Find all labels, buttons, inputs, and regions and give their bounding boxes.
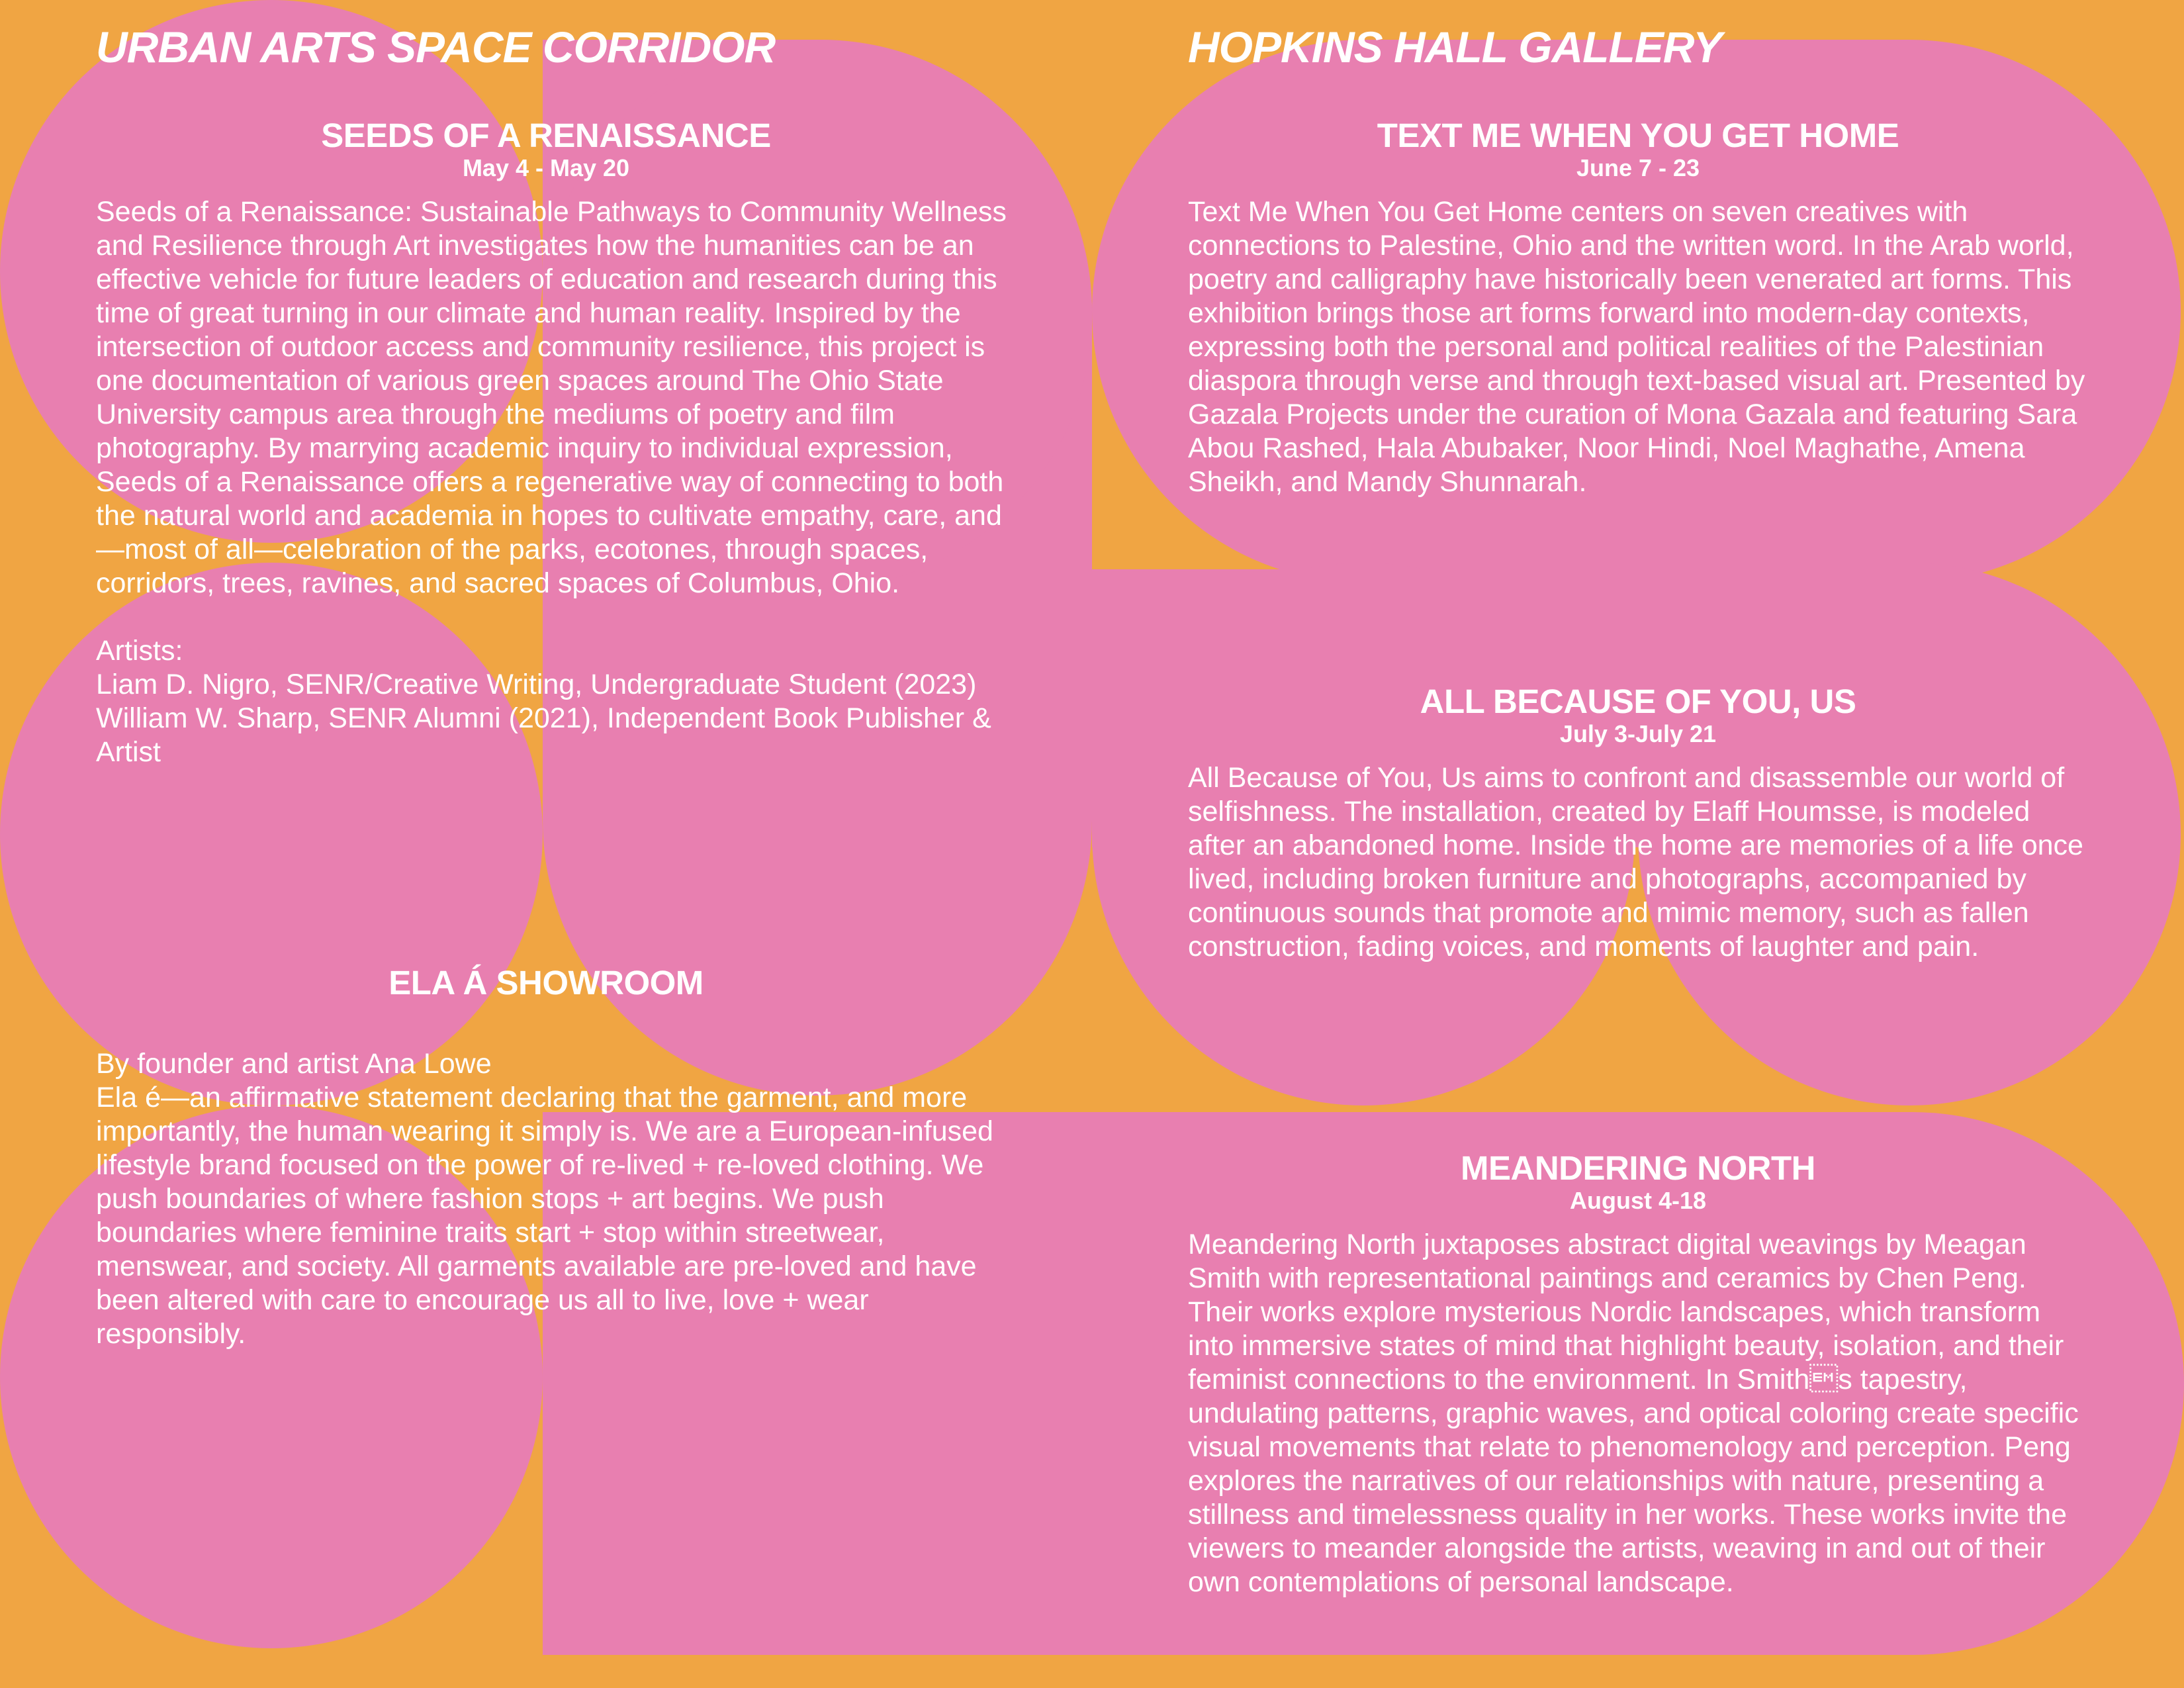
exhibit-description: All Because of You, Us aims to confront and disassemble our world of selfishness. The installation, created by Elaff Houmsse, is modeled after an abandoned home. Inside the home are memories of a life once lived, including broken furniture and photographs, accompanied by continuous sounds that promote and mimic memory, such as fallen construction, fading voices, and moments of laughter and pain. xyxy=(1188,761,2083,962)
artist-entry: William W. Sharp, SENR Alumni (2021), Independent Book Publisher & Artist xyxy=(96,702,991,768)
exhibit-description: Ela é—an affirmative statement declaring that the garment, and more importantly, the human wearing it simply is. We are a European-infused lifestyle brand focused on the power of re-lived + re-loved clothing. We push boundaries of where fashion stops + art begins. We push boundaries where feminine traits start + stop within streetwear, menswear, and society. All garments available are pre-loved and have been altered with care to encourage us all to live, love + wear responsibly. xyxy=(96,1081,993,1350)
exhibit-meandering-north xyxy=(1188,1150,2088,1599)
exhibit-description: Meandering North juxtaposes abstract digital weavings by Meagan Smith with representational paintings and ceramics by Chen Peng. Their works explore mysterious Nordic landscapes, which transform into immersive states of mind that highlight beauty, isolation, and their feminist connections to the environment. In Smiths tapestry, undulating patterns, graphic waves, and optical coloring create specific visual movements that relate to phenomenology and perception. Peng explores the narratives of our relationships with nature, presenting a stillness and timelessness quality in her works. These works invite the viewers to meander alongside the artists, weaving in and out of their own contemplations of personal landscape. xyxy=(1188,1228,2079,1598)
exhibit-title: SEEDS OF A RENAISSANCE xyxy=(321,117,771,154)
exhibit-dates: July 3-July 21 xyxy=(1559,720,1717,747)
exhibit-title: TEXT ME WHEN YOU GET HOME xyxy=(1377,117,1899,154)
artists-block xyxy=(96,634,996,769)
exhibit-title: ELA Á SHOWROOM xyxy=(388,964,704,1002)
exhibit-all-because-of-you-us xyxy=(1188,684,2088,964)
exhibit-text-me-when-you-get-home xyxy=(1188,118,2088,499)
artist-entry: Liam D. Nigro, SENR/Creative Writing, Undergraduate Student (2023) xyxy=(96,668,977,700)
exhibit-title: ALL BECAUSE OF YOU, US xyxy=(1420,682,1856,720)
exhibit-description: Text Me When You Get Home centers on seven creatives with connections to Palestine, Ohio and the written word. In the Arab world, poetry and calligraphy have historically been venerated art forms. This exhibition brings those art forms forward into modern-day contexts, expressing both the personal and political realities of the Palestinian diaspora through verse and through text-based visual art. Presented by Gazala Projects under the curation of Mona Gazala and featuring Sara Abou Rashed, Hala Abubaker, Noor Hindi, Noel Maghathe, Amena Sheikh, and Mandy Shunnarah. xyxy=(1188,195,2085,498)
exhibit-dates: June 7 - 23 xyxy=(1576,154,1700,181)
exhibit-dates: August 4-18 xyxy=(1569,1186,1707,1214)
exhibit-description: Seeds of a Renaissance: Sustainable Pathways to Community Wellness and Resilience through Art investigates how the humanities can be an effective vehicle for future leaders of education and research during this time of great turning in our climate and human reality. Inspired by the intersection of outdoor access and community resilience, this project is one documentation of various green spaces around The Ohio State University campus area through the mediums of poetry and film photography. By marrying academic inquiry to individual expression, Seeds of a Renaissance offers a regenerative way of connecting to both the natural world and academia in hopes to cultivate empathy, care, and—most of all—celebration of the parks, ecotones, through spaces, corridors, trees, ravines, and sacred spaces of Columbus, Ohio. xyxy=(96,195,1007,599)
exhibit-dates: May 4 - May 20 xyxy=(462,154,630,181)
exhibit-ela-showroom xyxy=(96,965,996,1351)
section-heading-hopkins-hall: HOPKINS HALL GALLERY xyxy=(1188,23,1722,71)
section-heading-urban-arts: URBAN ARTS SPACE CORRIDOR xyxy=(96,23,776,71)
exhibit-title: MEANDERING NORTH xyxy=(1461,1149,1815,1187)
artists-label: Artists: xyxy=(96,634,183,667)
exhibit-byline: By founder and artist Ana Lowe xyxy=(96,1047,492,1080)
exhibit-seeds-of-a-renaissance xyxy=(96,117,1007,769)
